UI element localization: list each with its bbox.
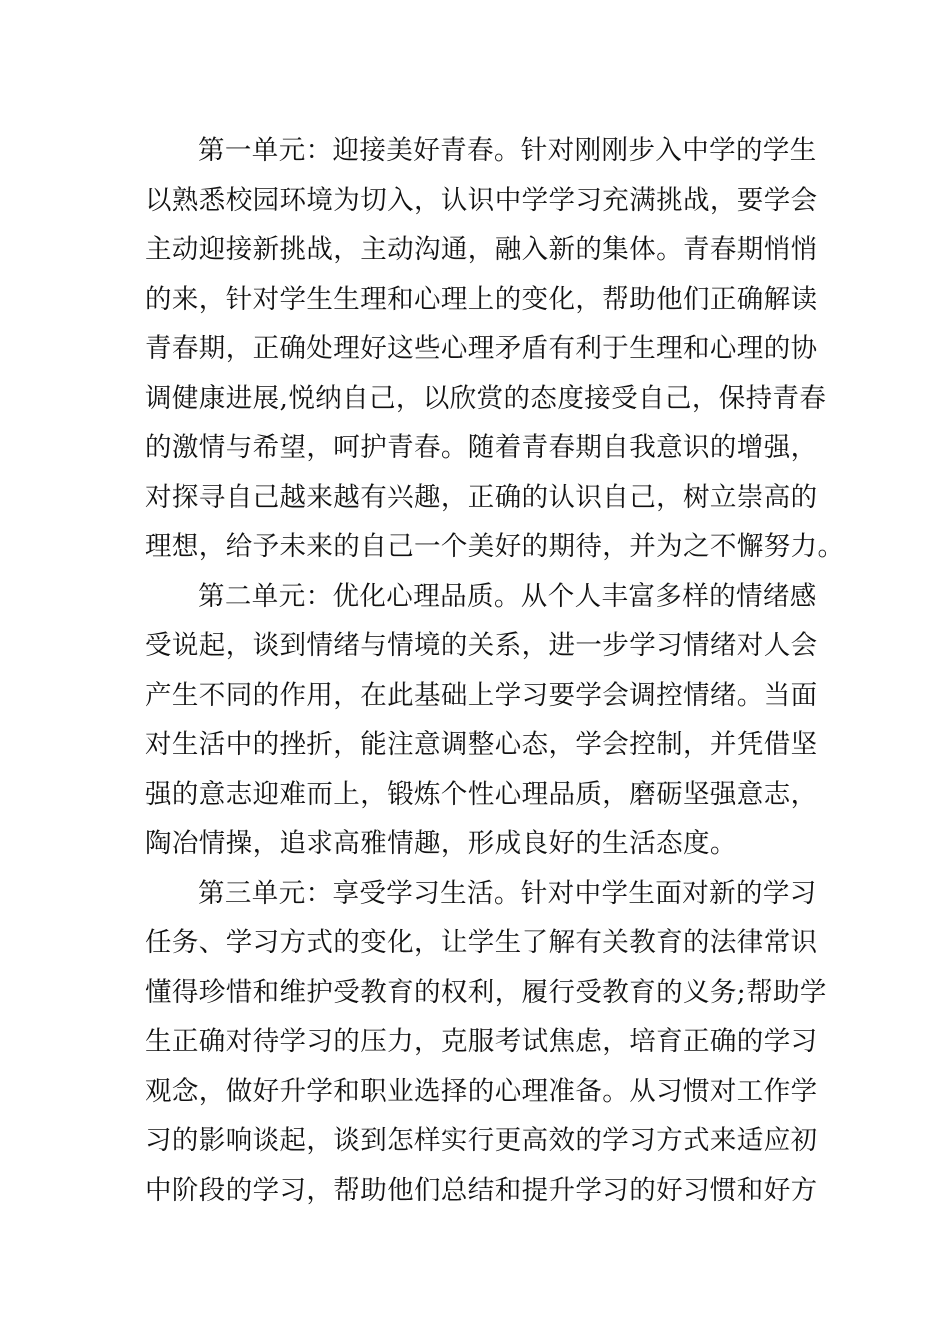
- text-line: 青春期，正确处理好这些心理矛盾有利于生理和心理的协: [145, 333, 818, 364]
- text-line: 受说起，谈到情绪与情境的关系，进一步学习情绪对人会: [145, 630, 818, 661]
- text-line: 第二单元：优化心理品质。从个人丰富多样的情绪感: [198, 580, 817, 612]
- text-line: 第三单元：享受学习生活。针对中学生面对新的学习: [198, 877, 817, 909]
- text-line: 以熟悉校园环境为切入，认识中学学习充满挑战，要学会: [145, 184, 818, 216]
- text-line: 观念，做好升学和职业选择的心理准备。从习惯对工作学: [145, 1075, 818, 1107]
- text-line: 强的意志迎难而上，锻炼个性心理品质，磨砺坚强意志，: [145, 778, 818, 810]
- document-body: [145, 126, 845, 1215]
- text-line: 调健康进展,悦纳自己，以欣赏的态度接受自己，保持青春: [145, 382, 827, 414]
- text-line: 第一单元：迎接美好青春。针对刚刚步入中学的学生: [198, 135, 817, 166]
- paragraph-unit-1: [145, 126, 845, 572]
- text-line: 陶冶情操，追求高雅情趣，形成良好的生活态度。: [145, 828, 737, 859]
- text-line: 中阶段的学习，帮助他们总结和提升学习的好习惯和好方: [145, 1174, 818, 1206]
- text-line: 对探寻自己越来越有兴趣，正确的认识自己，树立崇高的: [145, 481, 818, 513]
- text-line: 对生活中的挫折，能注意调整心态，学会控制，并凭借坚: [145, 729, 818, 760]
- paragraph-unit-3: [145, 869, 827, 1216]
- paragraph-unit-2: [145, 572, 818, 869]
- text-line: 的来，针对学生生理和心理上的变化，帮助他们正确解读: [145, 283, 818, 315]
- text-line: 生正确对待学习的压力，克服考试焦虑，培育正确的学习: [145, 1026, 818, 1057]
- text-line: 的激情与希望，呵护青春。随着青春期自我意识的增强，: [145, 432, 818, 463]
- text-line: 懂得珍惜和维护受教育的权利，履行受教育的义务;帮助学: [145, 976, 827, 1008]
- text-line: 习的影响谈起，谈到怎样实行更高效的学习方式来适应初: [145, 1125, 818, 1156]
- text-line: 产生不同的作用，在此基础上学习要学会调控情绪。当面: [145, 679, 818, 711]
- text-line: 理想，给予未来的自己一个美好的期待，并为之不懈努力。: [145, 531, 845, 562]
- text-line: 任务、学习方式的变化，让学生了解有关教育的法律常识: [145, 927, 818, 958]
- text-line: 主动迎接新挑战，主动沟通，融入新的集体。青春期悄悄: [145, 234, 818, 265]
